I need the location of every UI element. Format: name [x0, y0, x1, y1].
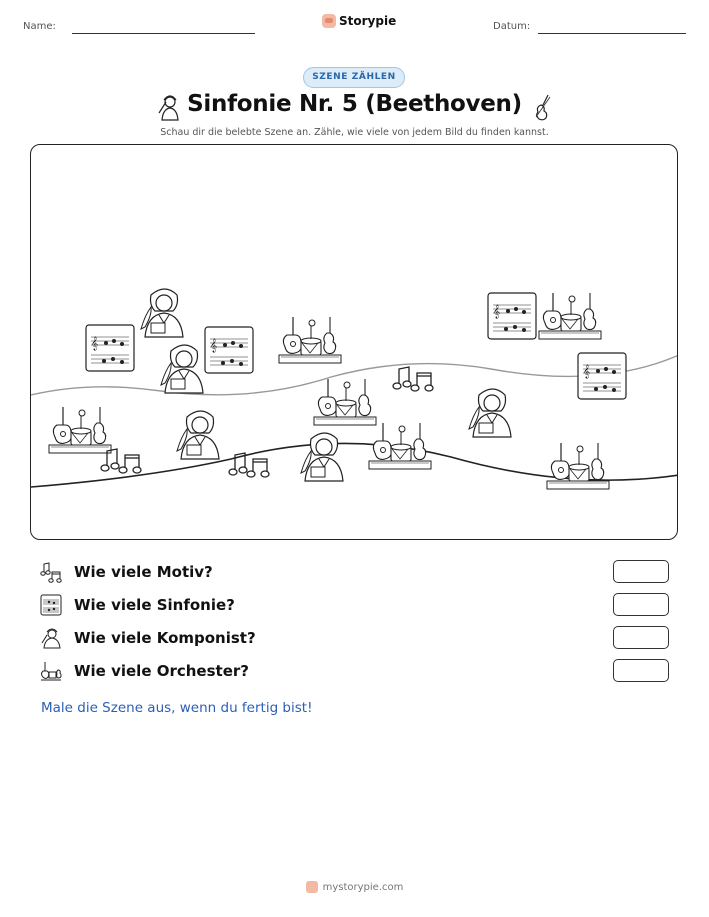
counting-scene	[30, 144, 678, 540]
sheet-music-icon	[488, 293, 536, 339]
orchestra-icon	[279, 317, 341, 363]
music-notes-icon	[40, 561, 62, 583]
orchestra-icon	[547, 443, 609, 489]
sheet-music-icon	[40, 594, 62, 616]
answer-box-sinfonie[interactable]	[613, 593, 669, 616]
music-notes-icon	[101, 449, 141, 473]
question-komponist	[40, 627, 256, 649]
composer-icon	[40, 627, 62, 649]
coloring-hint: Male die Szene aus, wenn du fertig bist!	[41, 700, 313, 716]
footer	[0, 881, 709, 893]
violin-icon	[528, 93, 556, 121]
storypie-logo-icon	[306, 881, 318, 893]
composer-icon	[177, 411, 219, 459]
orchestra-icon	[369, 423, 431, 469]
sheet-music-icon	[86, 325, 134, 371]
question-sinfonie	[40, 594, 235, 616]
music-notes-icon	[229, 453, 269, 477]
composer-icon	[469, 389, 511, 437]
brand-name: Storypie	[339, 14, 397, 28]
orchestra-icon	[49, 407, 111, 453]
answer-box-motiv[interactable]	[613, 560, 669, 583]
question-text: Wie viele Orchester?	[74, 662, 249, 680]
composer-icon	[141, 289, 183, 337]
storypie-logo-icon	[322, 14, 336, 28]
date-label: Datum:	[493, 21, 531, 32]
orchestra-icon	[539, 293, 601, 339]
name-label: Name:	[23, 21, 56, 32]
scene-illustration: 𝄞	[31, 145, 678, 540]
question-motiv	[40, 561, 213, 583]
answer-box-komponist[interactable]	[613, 626, 669, 649]
brand-logo	[322, 14, 396, 28]
music-notes-icon	[393, 367, 433, 391]
question-text: Wie viele Sinfonie?	[74, 596, 235, 614]
answer-box-orchester[interactable]	[613, 659, 669, 682]
sheet-music-icon	[578, 353, 626, 399]
composer-icon	[161, 345, 203, 393]
orchestra-icon	[40, 660, 62, 682]
question-text: Wie viele Komponist?	[74, 629, 256, 647]
date-line[interactable]	[538, 33, 686, 34]
composer-icon	[301, 433, 343, 481]
name-line[interactable]	[72, 33, 255, 34]
footer-url[interactable]: mystorypie.com	[322, 881, 404, 893]
instructions: Schau dir die belebte Szene an. Zähle, wie viele von jedem Bild du finden kannst.	[160, 127, 549, 138]
question-text: Wie viele Motiv?	[74, 563, 213, 581]
sheet-music-icon	[205, 327, 253, 373]
page-title: Sinfonie Nr. 5 (Beethoven)	[187, 91, 522, 117]
activity-badge: SZENE ZÄHLEN	[303, 67, 405, 88]
orchestra-icon	[314, 379, 376, 425]
question-orchester	[40, 660, 249, 682]
